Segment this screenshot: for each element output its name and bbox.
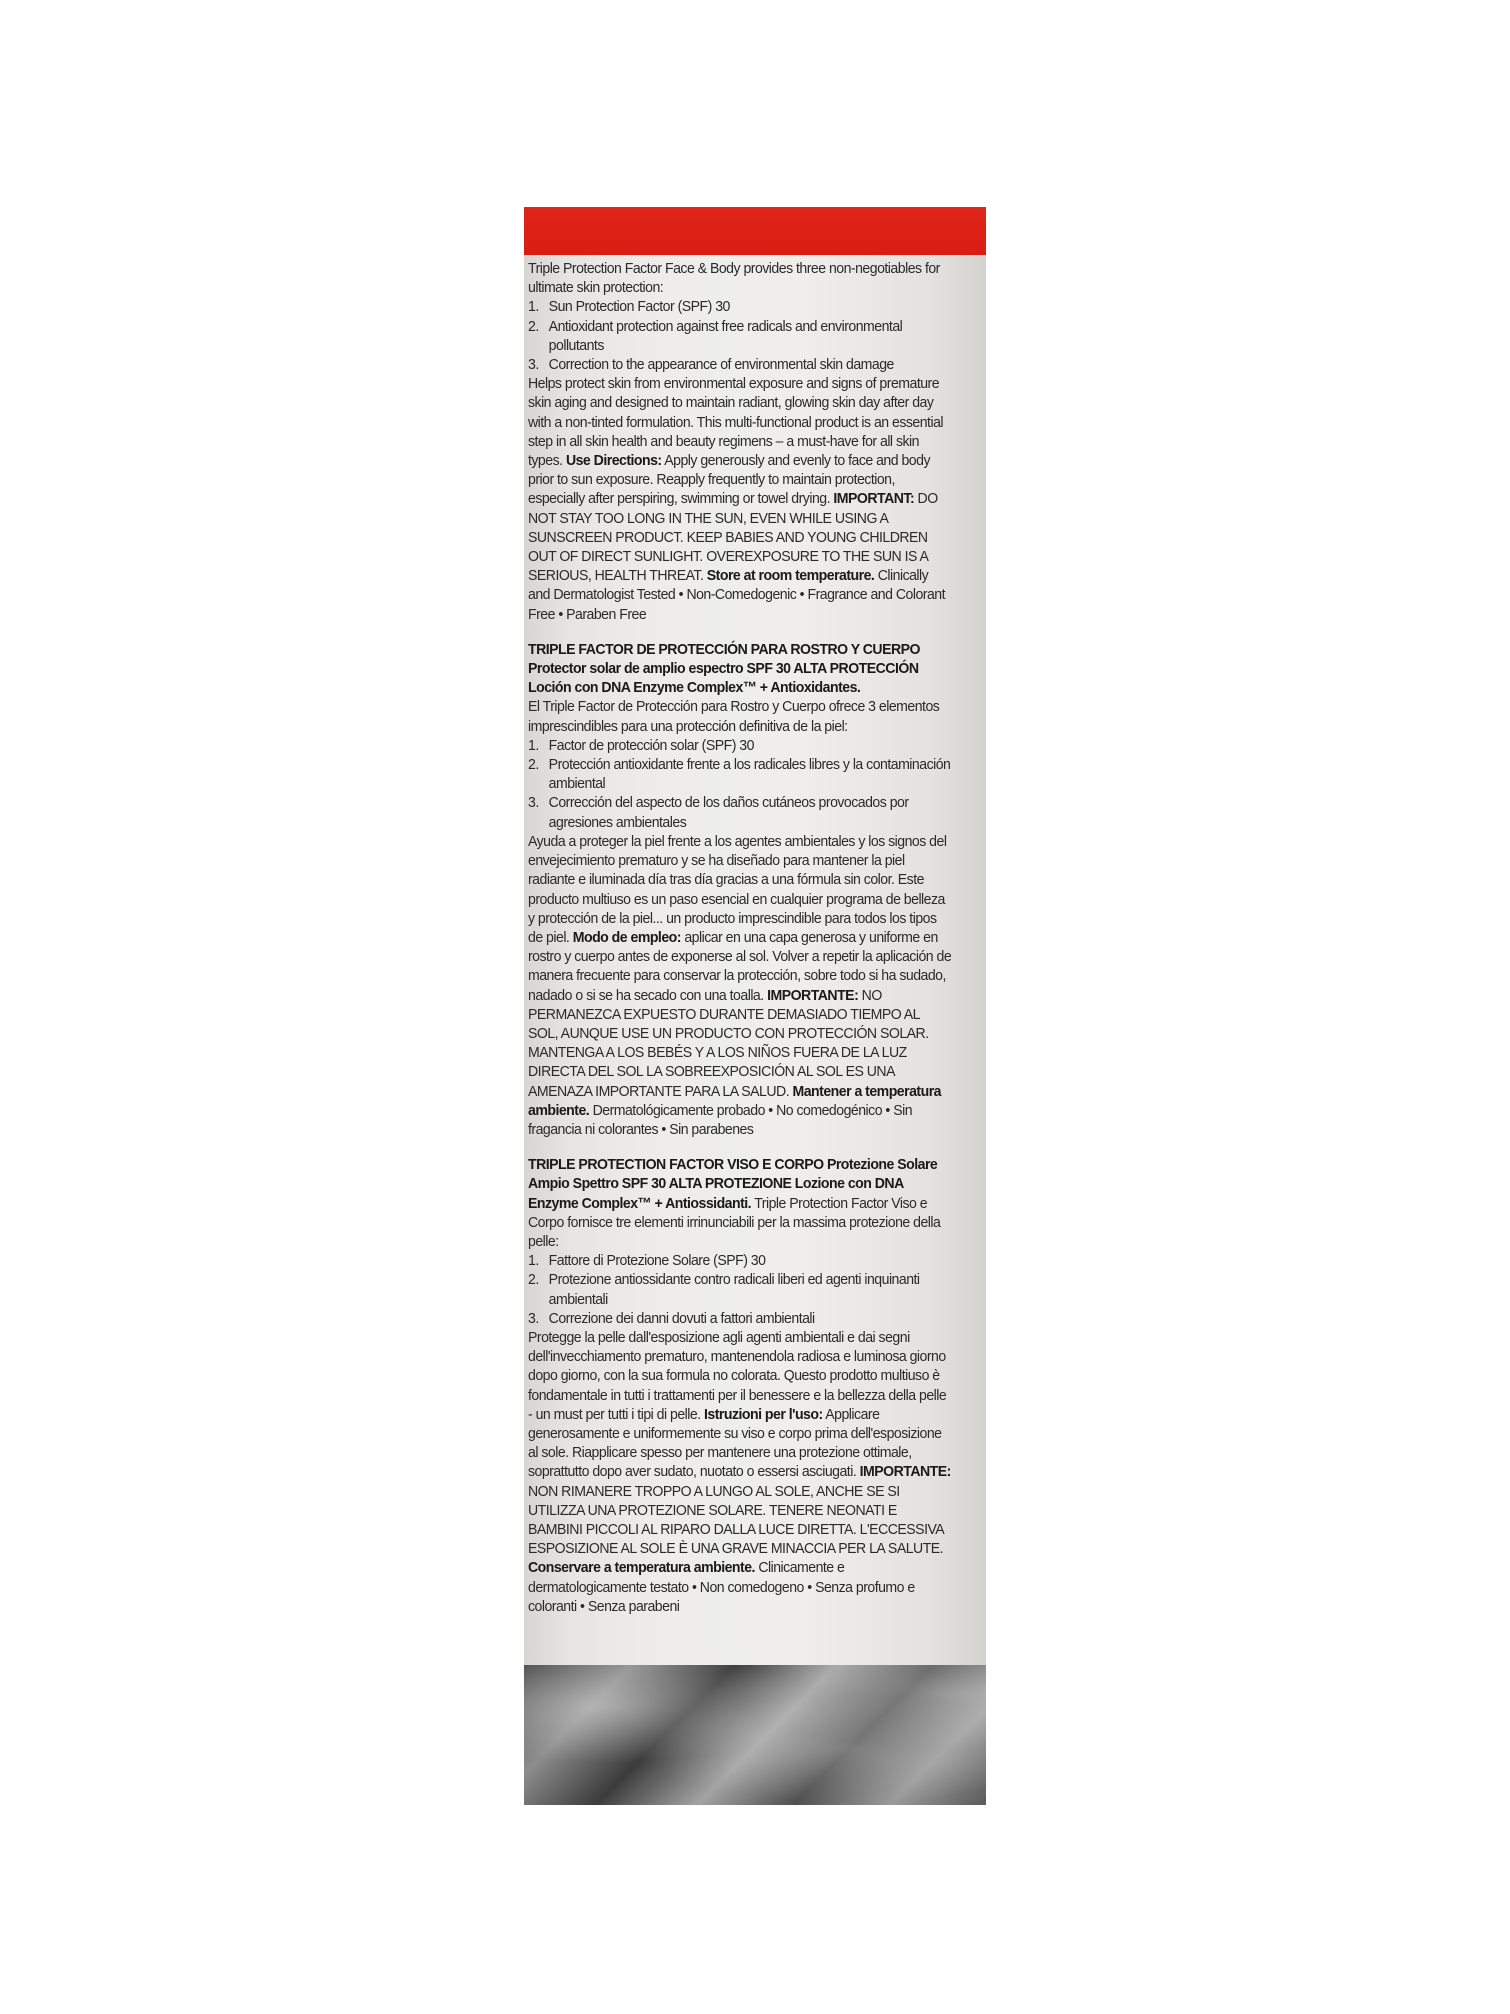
- list-item: [528, 1270, 953, 1308]
- es-directions-label: Modo de empleo:: [572, 928, 681, 946]
- silver-foil-band: [524, 1665, 986, 1805]
- en-important-label: IMPORTANT:: [833, 490, 915, 508]
- it-benefits-list: [528, 1251, 953, 1328]
- it-directions-label: Istruzioni per l'uso:: [704, 1405, 823, 1423]
- list-number: 3.: [528, 794, 539, 812]
- list-item: [528, 1309, 953, 1328]
- list-number: 1.: [528, 298, 539, 316]
- it-body-paragraph: [528, 1328, 953, 1616]
- list-item: [528, 317, 953, 355]
- list-number: 1.: [528, 736, 539, 754]
- spanish-section: [528, 640, 953, 1139]
- es-storage: Mantener a temperatura ambiente.: [528, 1082, 941, 1119]
- list-text: Corrección del aspecto de los daños cutáneos provocados por agresiones ambientales: [548, 794, 909, 831]
- it-body: Protegge la pelle dall'esposizione agli agenti ambientali e dai segni dell'invecchiamento prematuro, mantenendola radiosa e luminosa giorno dopo giorno, con la sua formula no colorata. Questo prodotto multiuso è fondamentale in tutti i trattamenti per il benessere e la bellezza della pelle - un must per tutti i tipi di pelle.: [528, 1328, 947, 1423]
- list-item: [528, 355, 953, 374]
- list-item: [528, 1251, 953, 1270]
- list-number: 1.: [528, 1252, 539, 1270]
- en-directions-label: Use Directions:: [565, 452, 662, 470]
- list-text: Fattore di Protezione Solare (SPF) 30: [548, 1252, 766, 1270]
- es-important-label: IMPORTANTE:: [767, 986, 859, 1004]
- es-body: Ayuda a proteger la piel frente a los agentes ambientales y los signos del envejecimiento prematuro y se ha diseñado para mantener la piel radiante e iluminada día tras día gracias a una fórmula sin color. Este producto multiuso es un paso esencial en cualquier programa de belleza y protección de la piel... un producto imprescindible para todos los tipos de piel.: [528, 832, 947, 946]
- it-important-label: IMPORTANTE:: [859, 1463, 951, 1481]
- list-text: Protección antioxidante frente a los radicales libres y la contaminación ambiental: [548, 756, 951, 793]
- es-important: NO PERMANEZCA EXPUESTO DURANTE DEMASIADO TIEMPO AL SOL, AUNQUE USE UN PRODUCTO CON PROTECCIÓN SOLAR. MANTENGA A LOS BEBÉS Y A LOS NIÑOS FUERA DE LA LUZ DIRECTA DEL SOL LA SOBREEXPOSICIÓN AL SOL ES UNA AMENAZA IMPORTANTE PARA LA SALUD.: [528, 986, 929, 1100]
- en-storage: Store at room temperature.: [706, 567, 875, 585]
- es-directions: aplicar en una capa generosa y uniforme en rostro y cuerpo antes de exponerse al sol. Volver a repetir la aplicación de manera frecuente para conservar la protección, sobre todo si ha sudado, nadado o si se ha secado con una toalla.: [528, 928, 952, 1004]
- en-benefits-list: [528, 297, 953, 374]
- list-item: [528, 755, 953, 793]
- es-intro: El Triple Factor de Protección para Rostro y Cuerpo ofrece 3 elementos imprescindibles para una protección definitiva de la piel:: [528, 698, 940, 735]
- list-text: Sun Protection Factor (SPF) 30: [548, 298, 730, 316]
- list-text: Protezione antiossidante contro radicali liberi ed agenti inquinanti ambientali: [548, 1271, 920, 1308]
- en-intro: Triple Protection Factor Face & Body provides three non-negotiables for ultimate skin protection:: [528, 260, 940, 297]
- list-number: 3.: [528, 356, 539, 374]
- en-claims: Clinically and Dermatologist Tested • Non-Comedogenic • Fragrance and Colorant Free • Paraben Free: [528, 567, 946, 623]
- list-text: Correction to the appearance of environmental skin damage: [548, 356, 894, 374]
- product-carton-panel: [524, 207, 986, 1805]
- list-item: [528, 297, 953, 316]
- it-claims: Clinicamente e dermatologicamente testato • Non comedogeno • Senza profumo e coloranti • Senza parabeni: [528, 1559, 915, 1615]
- it-important: NON RIMANERE TROPPO A LUNGO AL SOLE, ANCHE SE SI UTILIZZA UNA PROTEZIONE SOLARE. TENERE NEONATI E BAMBINI PICCOLI AL RIPARO DALLA LUCE DIRETTA. L'ECCESSIVA ESPOSIZIONE AL SOLE È UNA GRAVE MINACCIA PER LA SALUTE.: [528, 1482, 944, 1558]
- es-benefits-list: [528, 736, 953, 832]
- list-item: [528, 793, 953, 831]
- en-body-paragraph: [528, 374, 953, 624]
- es-body-paragraph: [528, 832, 953, 1139]
- list-text: Antioxidant protection against free radicals and environmental pollutants: [548, 317, 903, 354]
- list-text: Correzione dei danni dovuti a fattori ambientali: [548, 1309, 815, 1327]
- list-number: 2.: [528, 756, 539, 774]
- red-header-band: [524, 207, 986, 255]
- it-directions: Applicare generosamente e uniformemente su viso e corpo prima dell'esposizione al sole. Riapplicare spesso per mantenere una protezione ottimale, soprattutto dopo aver sudato, nuotato o essersi asciugati.: [528, 1405, 942, 1481]
- list-item: [528, 736, 953, 755]
- it-intro: Triple Protection Factor Viso e Corpo fornisce tre elementi irrinunciabili per la massima protezione della pelle:: [528, 1194, 941, 1250]
- it-storage: Conservare a temperatura ambiente.: [528, 1559, 755, 1577]
- en-body: Helps protect skin from environmental exposure and signs of premature skin aging and designed to maintain radiant, glowing skin day after day with a non-tinted formulation. This multi-functional product is an essential step in all skin health and beauty regimens – a must-have for all skin types.: [528, 375, 944, 470]
- es-heading: TRIPLE FACTOR DE PROTECCIÓN PARA ROSTRO Y CUERPO Protector solar de amplio espectro SPF 30 ALTA PROTECCIÓN Loción con DNA Enzyme Complex™ + Antioxidantes.: [528, 640, 920, 697]
- italian-section: [528, 1155, 953, 1616]
- list-number: 2.: [528, 317, 539, 335]
- it-heading-paragraph: [528, 1155, 953, 1251]
- list-number: 2.: [528, 1271, 539, 1289]
- it-heading: TRIPLE PROTECTION FACTOR VISO E CORPO Protezione Solare Ampio Spettro SPF 30 ALTA PROTEZIONE Lozione con DNA Enzyme Complex™ + Antiossidanti.: [528, 1156, 938, 1212]
- en-important: DO NOT STAY TOO LONG IN THE SUN, EVEN WHILE USING A SUNSCREEN PRODUCT. KEEP BABIES AND YOUNG CHILDREN OUT OF DIRECT SUNLIGHT. OVEREXPOSURE TO THE SUN IS A SERIOUS, HEALTH THREAT.: [528, 490, 938, 585]
- label-text-area: [528, 259, 953, 1659]
- list-number: 3.: [528, 1309, 539, 1327]
- list-text: Factor de protección solar (SPF) 30: [548, 736, 754, 754]
- english-section: [528, 259, 953, 624]
- es-claims: Dermatológicamente probado • No comedogénico • Sin fragancia ni colorantes • Sin parabenes: [528, 1101, 913, 1138]
- en-directions: Apply generously and evenly to face and body prior to sun exposure. Reapply frequently to maintain protection, especially after perspiring, swimming or towel drying.: [528, 452, 930, 508]
